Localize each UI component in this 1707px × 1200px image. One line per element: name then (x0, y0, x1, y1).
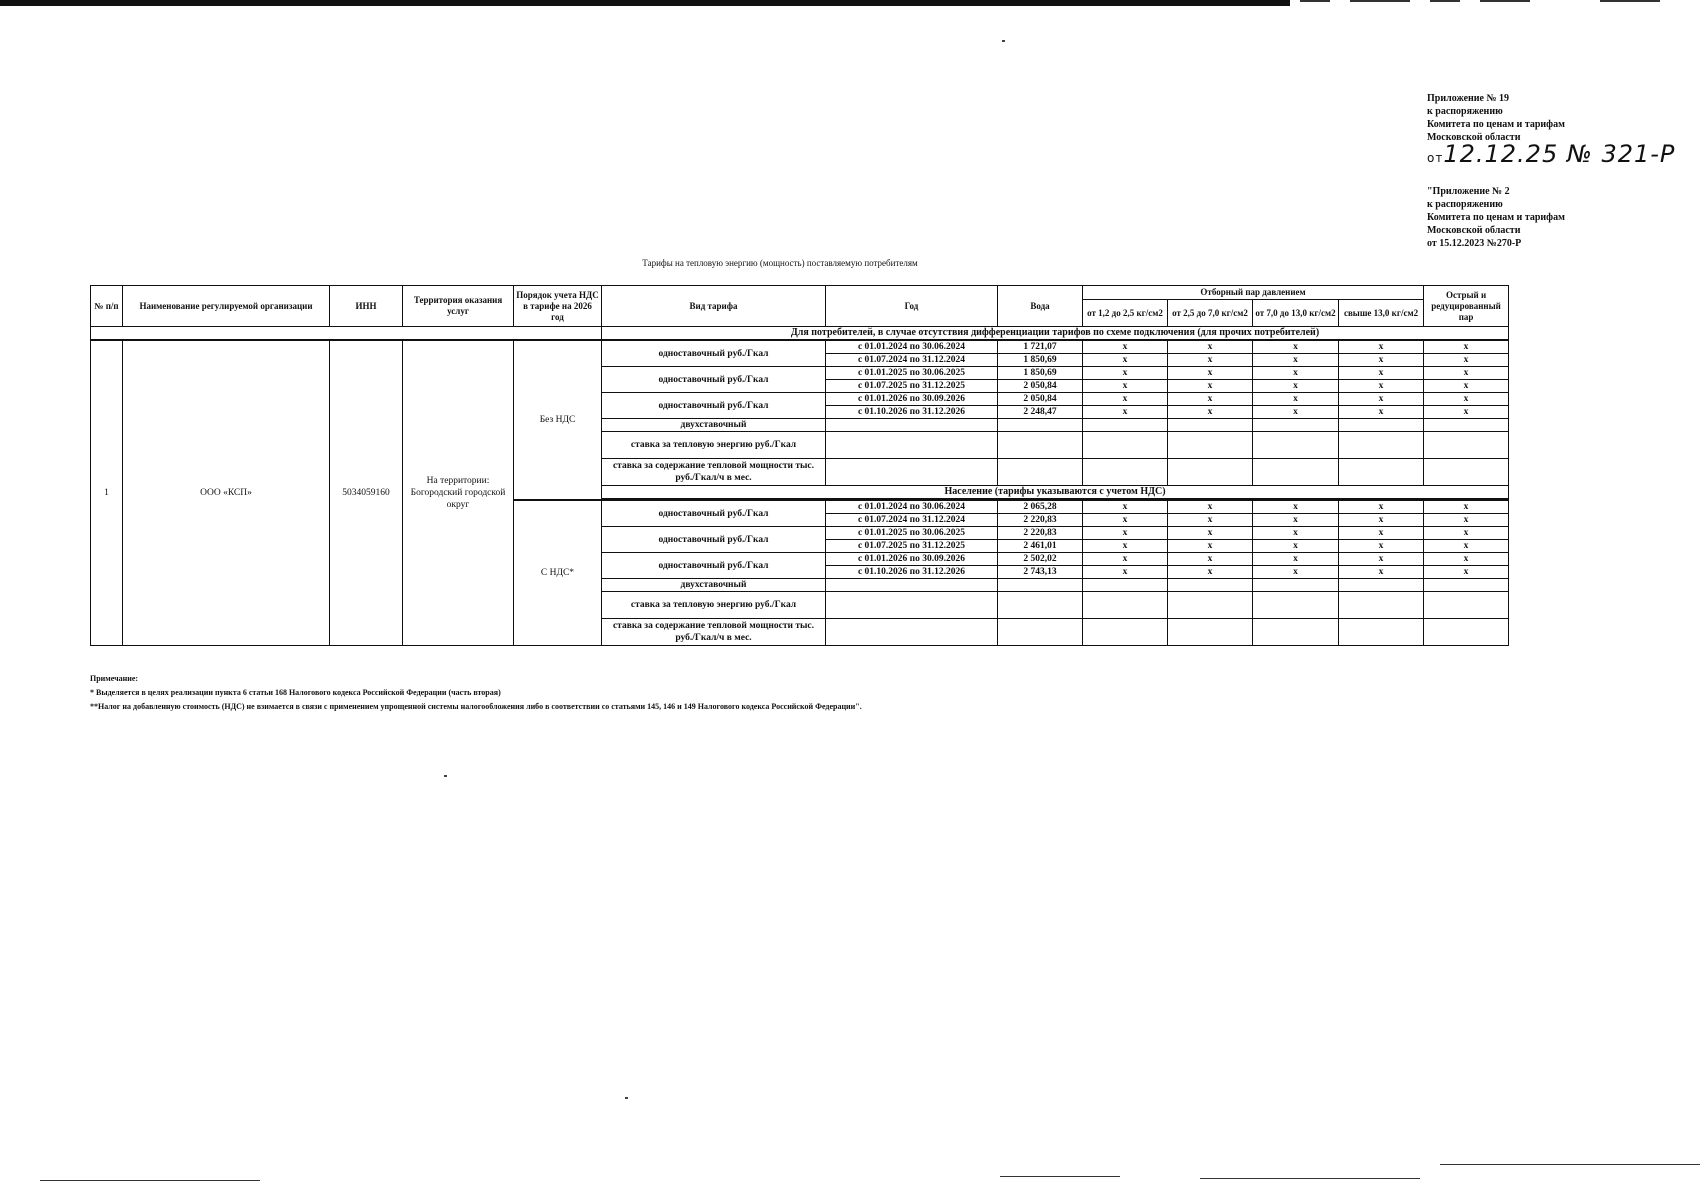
period: с 01.01.2025 по 30.06.2025 (826, 527, 998, 540)
x-mark: x (1253, 367, 1339, 380)
note-line: **Налог на добавленную стоимость (НДС) не взимается в связи с применением упрощенной системы налогообложения либо в соответствии со статьями 145, 146 и 149 Налогового кодекса Российской Федерации". (90, 702, 862, 711)
x-mark: x (1083, 393, 1168, 406)
tariff-single: одноставочный руб./Гкал (602, 500, 826, 527)
empty-cell (1339, 432, 1424, 459)
tariff-two-part: двухставочный (602, 579, 826, 592)
x-mark: x (1424, 527, 1509, 540)
header-year: Год (826, 286, 998, 327)
header-steam-group: Отборный пар давлением (1083, 286, 1424, 300)
vat-order-without: Без НДС (514, 340, 602, 500)
period: с 01.01.2025 по 30.06.2025 (826, 367, 998, 380)
empty-cell (1253, 459, 1339, 486)
inn-value: 5034059160 (330, 340, 403, 646)
water-value: 2 050,84 (998, 380, 1083, 393)
empty-cell (826, 419, 998, 432)
header-line: "Приложение № 2 (1427, 186, 1510, 197)
period: с 01.07.2024 по 31.12.2024 (826, 514, 998, 527)
x-mark: x (1083, 354, 1168, 367)
empty-cell (1339, 579, 1424, 592)
x-mark: x (1339, 393, 1424, 406)
empty-cell (826, 459, 998, 486)
x-mark: x (1253, 380, 1339, 393)
empty-cell (1253, 592, 1339, 619)
x-mark: x (1168, 406, 1253, 419)
empty-cell (1083, 592, 1168, 619)
x-mark: x (1168, 553, 1253, 566)
empty-cell (998, 592, 1083, 619)
period: с 01.10.2026 по 31.12.2026 (826, 566, 998, 579)
x-mark: x (1424, 380, 1509, 393)
x-mark: x (1339, 527, 1424, 540)
header-tariff-type: Вид тарифа (602, 286, 826, 327)
empty-cell (1168, 432, 1253, 459)
x-mark: x (1083, 514, 1168, 527)
x-mark: x (1339, 566, 1424, 579)
empty-cell (1339, 459, 1424, 486)
scan-mark (1300, 0, 1330, 2)
empty-cell (998, 419, 1083, 432)
x-mark: x (1253, 514, 1339, 527)
period: с 01.07.2025 по 31.12.2025 (826, 540, 998, 553)
x-mark: x (1083, 380, 1168, 393)
x-mark: x (1424, 393, 1509, 406)
x-mark: x (1168, 367, 1253, 380)
x-mark: x (1424, 553, 1509, 566)
scan-mark (444, 775, 447, 777)
x-mark: x (1168, 527, 1253, 540)
period: с 01.01.2026 по 30.09.2026 (826, 393, 998, 406)
empty-cell (1168, 619, 1253, 646)
water-value: 2 065,28 (998, 500, 1083, 514)
header-line: Московской области (1427, 132, 1521, 143)
x-mark: x (1424, 367, 1509, 380)
header-line: от 15.12.2023 №270-Р (1427, 238, 1522, 249)
organization-name: ООО «КСП» (123, 340, 330, 646)
empty-cell (1168, 592, 1253, 619)
empty-cell (998, 432, 1083, 459)
row-number: 1 (91, 340, 123, 646)
section-spacer (91, 327, 602, 341)
header-steam-col: от 7,0 до 13,0 кг/см2 (1253, 300, 1339, 327)
water-value: 1 721,07 (998, 340, 1083, 354)
x-mark: x (1083, 553, 1168, 566)
empty-cell (826, 619, 998, 646)
handwritten-signature-line (1427, 141, 1697, 171)
territory-value: На территории: Богородский городской округ (403, 340, 514, 646)
empty-cell (1339, 619, 1424, 646)
x-mark: x (1424, 566, 1509, 579)
tariff-single: одноставочный руб./Гкал (602, 367, 826, 393)
rate-capacity: ставка за содержание тепловой мощности тыс. руб./Гкал/ч в мес. (602, 619, 826, 646)
header-vat-order: Порядок учета НДС в тарифе на 2026 год (514, 286, 602, 327)
water-value: 2 050,84 (998, 393, 1083, 406)
x-mark: x (1424, 340, 1509, 354)
header-inn: ИНН (330, 286, 403, 327)
empty-cell (1168, 419, 1253, 432)
empty-cell (1253, 419, 1339, 432)
scan-mark (1350, 0, 1410, 2)
note-line: * Выделяется в целях реализации пункта 6 статьи 168 Налогового кодекса Российской Федерации (часть вторая) (90, 688, 501, 697)
x-mark: x (1168, 354, 1253, 367)
scan-mark (40, 1180, 260, 1181)
header-steam-col: от 1,2 до 2,5 кг/см2 (1083, 300, 1168, 327)
x-mark: x (1424, 540, 1509, 553)
empty-cell (826, 432, 998, 459)
water-value: 1 850,69 (998, 354, 1083, 367)
x-mark: x (1168, 380, 1253, 393)
empty-cell (826, 592, 998, 619)
x-mark: x (1168, 540, 1253, 553)
section-label-general: Для потребителей, в случае отсутствия дифференциации тарифов по схеме подключения (для прочих потребителей) (602, 327, 1509, 341)
notes-heading: Примечание: (90, 674, 139, 683)
x-mark: x (1168, 566, 1253, 579)
x-mark: x (1253, 566, 1339, 579)
water-value: 2 461,01 (998, 540, 1083, 553)
x-mark: x (1083, 527, 1168, 540)
scan-mark (1200, 1178, 1420, 1179)
header-steam-col: свыше 13,0 кг/см2 (1339, 300, 1424, 327)
x-mark: x (1253, 406, 1339, 419)
water-value: 2 220,83 (998, 527, 1083, 540)
empty-cell (1083, 459, 1168, 486)
x-mark: x (1339, 500, 1424, 514)
x-mark: x (1424, 406, 1509, 419)
empty-cell (1424, 619, 1509, 646)
water-value: 2 248,47 (998, 406, 1083, 419)
x-mark: x (1083, 406, 1168, 419)
water-value: 1 850,69 (998, 367, 1083, 380)
notes (90, 672, 1490, 714)
header-line: Комитета по ценам и тарифам (1427, 212, 1565, 223)
x-mark: x (1083, 540, 1168, 553)
header-org: Наименование регулируемой организации (123, 286, 330, 327)
x-mark: x (1339, 540, 1424, 553)
empty-cell (1424, 592, 1509, 619)
scan-mark (1430, 0, 1460, 2)
header-steam-col: от 2,5 до 7,0 кг/см2 (1168, 300, 1253, 327)
tariff-two-part: двухставочный (602, 419, 826, 432)
header-water: Вода (998, 286, 1083, 327)
approval-block-current (1427, 92, 1697, 171)
header-line: Московской области (1427, 225, 1521, 236)
empty-cell (1083, 419, 1168, 432)
empty-cell (1424, 419, 1509, 432)
header-sharp-steam: Острый и редуцированный пар (1424, 286, 1509, 327)
period: с 01.01.2026 по 30.09.2026 (826, 553, 998, 566)
x-mark: x (1339, 354, 1424, 367)
tariff-single: одноставочный руб./Гкал (602, 340, 826, 367)
empty-cell (1168, 459, 1253, 486)
approval-block-previous (1427, 185, 1697, 250)
period: с 01.10.2026 по 31.12.2026 (826, 406, 998, 419)
tariff-single: одноставочный руб./Гкал (602, 527, 826, 553)
scan-mark (1000, 1176, 1120, 1177)
empty-cell (1424, 432, 1509, 459)
vat-order-with: С НДС* (514, 500, 602, 646)
empty-cell (1083, 579, 1168, 592)
x-mark: x (1253, 354, 1339, 367)
x-mark: x (1339, 514, 1424, 527)
x-mark: x (1339, 380, 1424, 393)
document-title: Тарифы на тепловую энергию (мощность) поставляемую потребителям (642, 258, 918, 268)
scan-mark (1002, 40, 1005, 42)
period: с 01.01.2024 по 30.06.2024 (826, 340, 998, 354)
empty-cell (998, 579, 1083, 592)
section-label-population: Население (тарифы указываются с учетом НДС) (602, 486, 1509, 499)
empty-cell (998, 619, 1083, 646)
tariff-single: одноставочный руб./Гкал (602, 393, 826, 419)
header-line: к распоряжению (1427, 199, 1503, 210)
x-mark: x (1083, 500, 1168, 514)
scan-mark (1440, 1164, 1700, 1165)
empty-cell (1339, 592, 1424, 619)
empty-cell (1424, 459, 1509, 486)
x-mark: x (1253, 527, 1339, 540)
x-mark: x (1339, 367, 1424, 380)
water-value: 2 502,02 (998, 553, 1083, 566)
scan-top-border (0, 0, 1290, 6)
tariff-table (90, 285, 1509, 646)
x-mark: x (1424, 514, 1509, 527)
empty-cell (1339, 419, 1424, 432)
rate-energy: ставка за тепловую энергию руб./Гкал (602, 432, 826, 459)
x-mark: x (1168, 514, 1253, 527)
scan-mark (625, 1097, 628, 1099)
rate-capacity: ставка за содержание тепловой мощности тыс. руб./Гкал/ч в мес. (602, 459, 826, 486)
period: с 01.07.2024 по 31.12.2024 (826, 354, 998, 367)
scan-mark (1480, 0, 1530, 2)
approval-header (1427, 92, 1697, 264)
empty-cell (1083, 619, 1168, 646)
header-line: Комитета по ценам и тарифам (1427, 119, 1565, 130)
signature-text: 12.12.25 № 321-Р (1443, 140, 1676, 168)
empty-cell (1168, 579, 1253, 592)
empty-cell (1253, 619, 1339, 646)
empty-cell (998, 459, 1083, 486)
x-mark: x (1253, 553, 1339, 566)
x-mark: x (1168, 500, 1253, 514)
x-mark: x (1168, 340, 1253, 354)
header-line: к распоряжению (1427, 106, 1503, 117)
rate-energy: ставка за тепловую энергию руб./Гкал (602, 592, 826, 619)
x-mark: x (1339, 406, 1424, 419)
x-mark: x (1253, 340, 1339, 354)
x-mark: x (1253, 500, 1339, 514)
x-mark: x (1083, 566, 1168, 579)
header-line: Приложение № 19 (1427, 93, 1510, 104)
x-mark: x (1253, 540, 1339, 553)
x-mark: x (1083, 340, 1168, 354)
x-mark: x (1168, 393, 1253, 406)
x-mark: x (1339, 340, 1424, 354)
x-mark: x (1253, 393, 1339, 406)
period: с 01.07.2025 по 31.12.2025 (826, 380, 998, 393)
x-mark: x (1083, 367, 1168, 380)
tariff-single: одноставочный руб./Гкал (602, 553, 826, 579)
header-territory: Территория оказания услуг (403, 286, 514, 327)
empty-cell (826, 579, 998, 592)
water-value: 2 220,83 (998, 514, 1083, 527)
x-mark: x (1424, 354, 1509, 367)
header-num: № п/п (91, 286, 123, 327)
scan-mark (1600, 0, 1660, 2)
x-mark: x (1424, 500, 1509, 514)
empty-cell (1253, 579, 1339, 592)
period: с 01.01.2024 по 30.06.2024 (826, 500, 998, 514)
x-mark: x (1339, 553, 1424, 566)
empty-cell (1083, 432, 1168, 459)
signature-prefix: от (1427, 151, 1444, 165)
empty-cell (1253, 432, 1339, 459)
water-value: 2 743,13 (998, 566, 1083, 579)
empty-cell (1424, 579, 1509, 592)
